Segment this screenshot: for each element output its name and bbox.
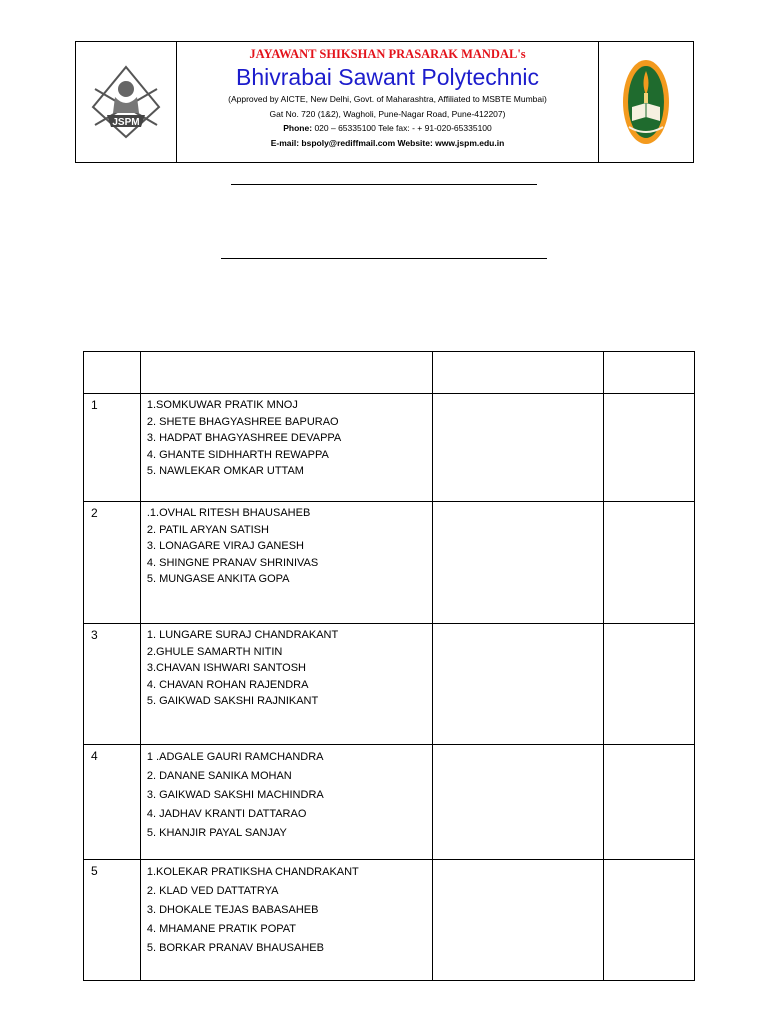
empty-cell	[432, 860, 604, 981]
member-name: 1. LUNGARE SURAJ CHANDRAKANT	[146, 629, 339, 641]
empty-cell	[604, 860, 695, 981]
phone-line	[177, 121, 598, 136]
empty-cell	[432, 394, 604, 502]
empty-cell	[604, 624, 695, 745]
empty-cell	[432, 624, 604, 745]
society-name: JAYAWANT SHIKSHAN PRASARAK MANDAL's	[249, 47, 526, 61]
member-name: 5. GAIKWAD SAKSHI RAJNIKANT	[146, 695, 319, 707]
member-name: 3. GAIKWAD SAKSHI MACHINDRA	[146, 789, 324, 801]
phone-text: 020 – 65335100 Tele fax: - + 91-020-65335100	[314, 123, 492, 133]
group-number: 5	[84, 860, 141, 981]
header-cell	[432, 352, 604, 394]
member-name: 4. MHAMANE PRATIK POPAT	[146, 923, 297, 935]
letterhead	[75, 41, 694, 163]
member-name: 2. KLAD VED DATTATRYA	[146, 885, 279, 897]
member-name: 5. KHANJIR PAYAL SANJAY	[146, 827, 287, 839]
member-name: 2. SHETE BHAGYASHREE BAPURAO	[146, 415, 339, 428]
blank-subtitle-line	[221, 258, 547, 259]
empty-cell	[604, 745, 695, 860]
table-row	[84, 624, 695, 745]
table-row	[84, 394, 695, 502]
table-row	[84, 502, 695, 624]
member-name: 2. DANANE SANIKA MOHAN	[146, 770, 292, 782]
header-cell	[140, 352, 432, 394]
group-number: 3	[84, 624, 141, 745]
member-name: 5. NAWLEKAR OMKAR UTTAM	[146, 465, 304, 477]
member-name: 4. GHANTE SIDHHARTH REWAPPA	[146, 448, 329, 461]
member-name: 2.GHULE SAMARTH NITIN	[146, 645, 283, 658]
email-line	[177, 136, 598, 151]
phone-label: Phone:	[283, 123, 313, 133]
member-list	[140, 502, 432, 624]
member-name: 3.CHAVAN ISHWARI SANTOSH	[146, 662, 306, 674]
left-logo-cell	[76, 42, 177, 162]
empty-cell	[604, 502, 695, 624]
group-number: 1	[84, 394, 141, 502]
member-list	[140, 624, 432, 745]
member-name: 2. PATIL ARYAN SATISH	[146, 523, 269, 536]
right-logo-cell	[598, 42, 693, 162]
member-list	[140, 394, 432, 502]
member-name: 3. LONAGARE VIRAJ GANESH	[146, 540, 304, 552]
member-name: 5. BORKAR PRANAV BHAUSAHEB	[146, 942, 324, 954]
header-cell	[604, 352, 695, 394]
table-row	[84, 860, 695, 981]
member-name: .1.OVHAL RITESH BHAUSAHEB	[146, 507, 311, 519]
college-emblem-icon	[621, 57, 671, 147]
empty-cell	[604, 394, 695, 502]
group-table	[83, 351, 695, 981]
blank-title-line	[231, 184, 537, 185]
address-line: Gat No. 720 (1&2), Wagholi, Pune-Nagar Road, Pune-412207)	[269, 108, 506, 119]
member-name: 4. JADHAV KRANTI DATTARAO	[146, 808, 307, 820]
member-name: 3. HADPAT BHAGYASHREE DEVAPPA	[146, 432, 342, 444]
member-list	[140, 745, 432, 860]
jspm-logo-icon	[85, 61, 167, 143]
left-logo-text: JSPM	[112, 117, 140, 128]
group-number: 2	[84, 502, 141, 624]
member-name: 4. SHINGNE PRANAV SHRINIVAS	[146, 556, 319, 569]
header-cell	[84, 352, 141, 394]
member-name: 3. DHOKALE TEJAS BABASAHEB	[146, 904, 319, 916]
approval-line: (Approved by AICTE, New Delhi, Govt. of Maharashtra, Affiliated to MSBTE Mumbai)	[228, 94, 547, 104]
member-name: 5. MUNGASE ANKITA GOPA	[146, 573, 290, 585]
member-name: 1.SOMKUWAR PRATIK MNOJ	[146, 399, 298, 411]
member-name: 4. CHAVAN ROHAN RAJENDRA	[146, 678, 309, 691]
group-number: 4	[84, 745, 141, 860]
member-name: 1 .ADGALE GAURI RAMCHANDRA	[146, 751, 324, 763]
table-header-row	[84, 352, 695, 394]
empty-cell	[432, 502, 604, 624]
letterhead-text	[177, 42, 598, 162]
member-list	[140, 860, 432, 981]
table-row	[84, 745, 695, 860]
email-text: E-mail: bspoly@rediffmail.com Website: www.jspm.edu.in	[270, 137, 505, 148]
empty-cell	[432, 745, 604, 860]
college-name: Bhivrabai Sawant Polytechnic	[236, 64, 539, 90]
member-name: 1.KOLEKAR PRATIKSHA CHANDRAKANT	[146, 866, 359, 878]
